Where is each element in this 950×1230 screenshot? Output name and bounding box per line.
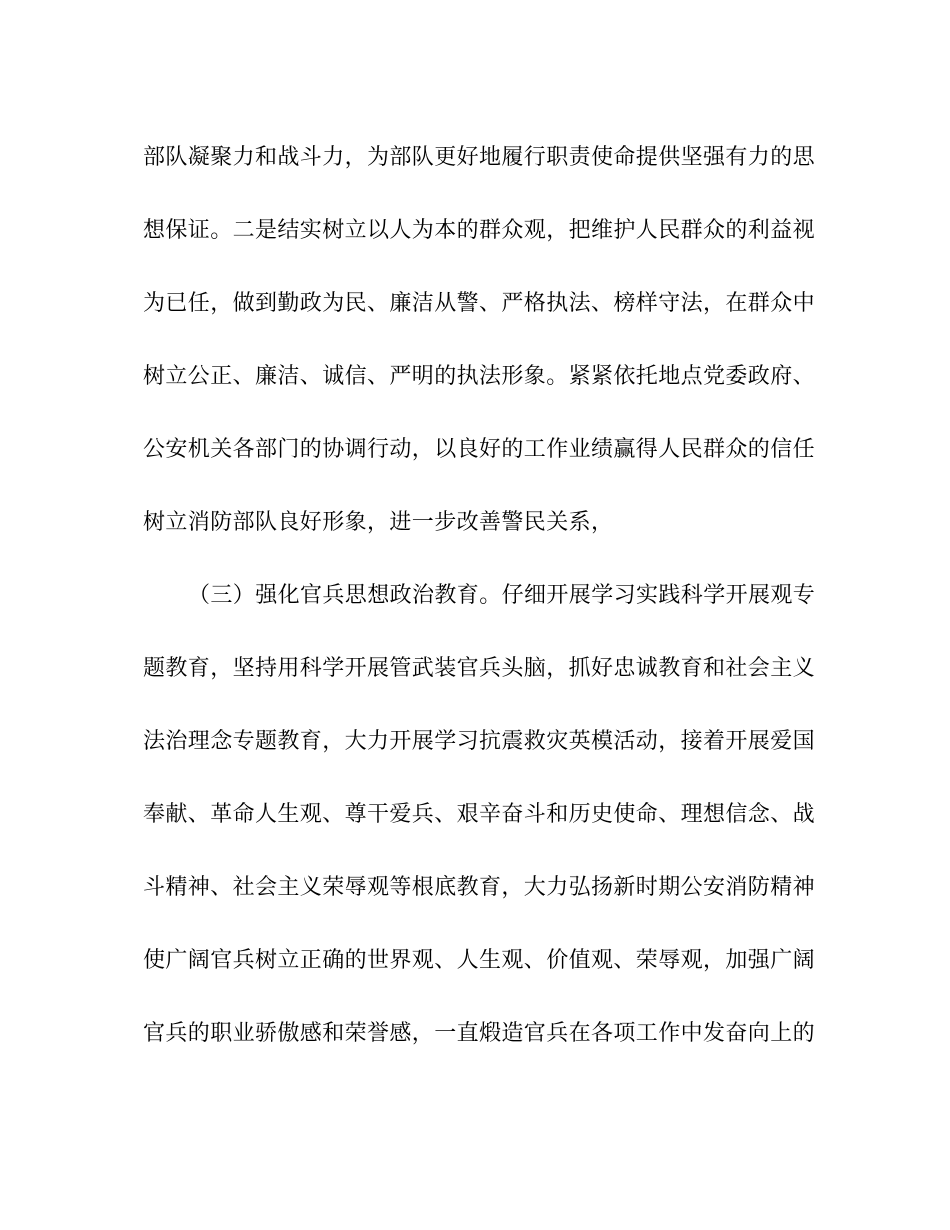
text-line: 奉献、革命人生观、尊干爱兵、艰辛奋斗和历史使命、理想信念、战 — [143, 802, 816, 827]
section-heading-line: （三）强化官兵思想政治教育。仔细开展学习实践科学开展观专 — [188, 583, 816, 608]
text-line: 树立消防部队良好形象，进一步改善警民关系， — [143, 510, 614, 535]
text-line: 为已任，做到勤政为民、廉洁从警、严格执法、榜样守法，在群众中 — [143, 291, 816, 316]
text-line: 法治理念专题教育，大力开展学习抗震救灾英模活动，接着开展爱国 — [143, 729, 816, 754]
text-line: 题教育，坚持用科学开展管武装官兵头脑，抓好忠诚教育和社会主义 — [143, 656, 816, 681]
text-line: 树立公正、廉洁、诚信、严明的执法形象。紧紧依托地点党委政府、 — [143, 364, 816, 389]
text-line: 使广阔官兵树立正确的世界观、人生观、价值观、荣辱观，加强广阔 — [143, 948, 816, 973]
text-line: 官兵的职业骄傲感和荣誉感，一直煅造官兵在各项工作中发奋向上的 — [143, 1021, 816, 1046]
text-line: 斗精神、社会主义荣辱观等根底教育，大力弘扬新时期公安消防精神 — [143, 875, 816, 900]
text-line: 部队凝聚力和战斗力，为部队更好地履行职责使命提供坚强有力的思 — [143, 145, 816, 170]
text-line: 想保证。二是结实树立以人为本的群众观，把维护人民群众的利益视 — [143, 218, 816, 243]
text-line: 公安机关各部门的协调行动，以良好的工作业绩赢得人民群众的信任 — [143, 437, 816, 462]
